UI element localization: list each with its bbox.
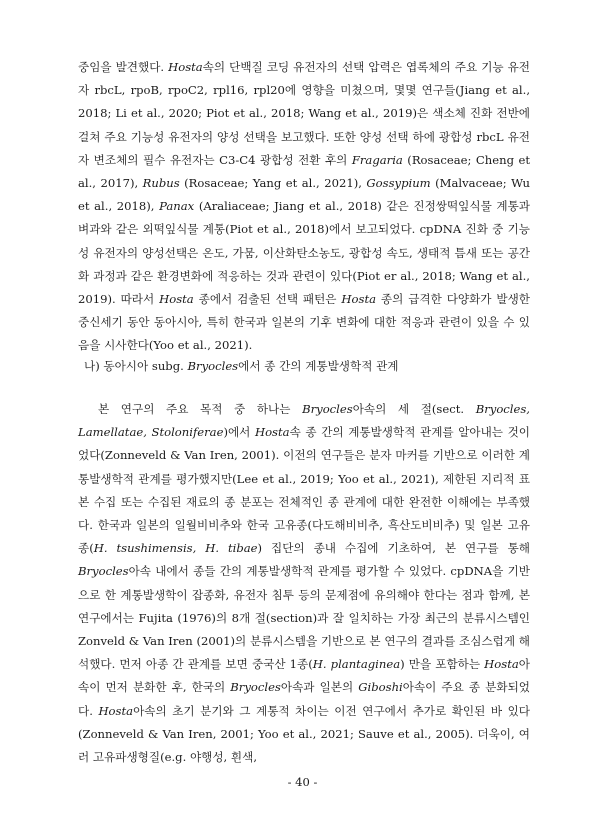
heading-text: 에서 종 간의 계통발생학적 관계 xyxy=(238,359,399,373)
italic-taxon: H. tsushimensis, H. tibae xyxy=(93,541,258,556)
text-span: 아속과 일본의 xyxy=(280,680,359,695)
text-span: 아속이 주요 종 분화되었다. xyxy=(78,680,530,718)
text-span: (Rosaceae; Cheng et al., 2017), xyxy=(78,152,530,191)
italic-taxon: Hosta xyxy=(98,703,134,718)
italic-taxon: Bryocles xyxy=(302,402,353,416)
paragraph-phylogeny xyxy=(78,398,530,769)
text-span: 종에서 검출된 선택 패턴은 xyxy=(193,292,342,307)
italic-taxon: Rubus xyxy=(142,176,180,191)
italic-taxon: Bryocles xyxy=(187,359,239,373)
paragraph-selection-pressure xyxy=(78,56,530,358)
italic-taxon: H. plantaginea xyxy=(312,657,401,672)
text-span: 종의 급격한 다양화가 발생한 중신세기 동안 동아시아, 특히 한국과 일본의 기후 변화에 대한 적응과 관련이 있을 수 있음을 시사한다(Yoo et al., 2021). xyxy=(78,292,531,353)
italic-taxon: Hosta xyxy=(484,657,519,672)
text-span: 아속의 세 절(sect. xyxy=(352,402,476,416)
text-span: 아속 내에서 종들 간의 계통발생학적 관계를 평가할 수 있었다. cpDNA을 기반으로 한 계통발생학이 잡종화, 유전자 침투 등의 문제점에 유의해야 한다는 점과 함께, 본 연구에서는 Fujita (1976)의 8개 절(section)과 잘 일치하는 가장 최근의 분류시스템인 Zonveld & Van Iren (2001)의 분류시스템을 기반으로 본 연구의 결과를 조심스럽게 해석했다. 먼저 아종 간 관계를 보면 중국산 1종( xyxy=(78,564,530,672)
italic-taxon: Giboshi xyxy=(358,680,403,695)
italic-taxon: Bryocles, Lamellatae, Stoloniferae xyxy=(78,402,530,440)
heading-text: 나) 동아시아 subg. xyxy=(84,359,188,373)
section-heading xyxy=(84,356,524,376)
page-number: - 40 - xyxy=(287,775,318,789)
text-span: ) 집단의 종내 수집에 기초하여, 본 연구를 통해 xyxy=(257,541,530,556)
italic-taxon: Hosta xyxy=(254,425,290,440)
italic-taxon: Panax xyxy=(159,199,195,214)
text-span: (Araliaceae; Jiang et al., 2018) 같은 진정쌍떡잎식물 계통과 벼과와 같은 외떡잎식물 계통(Piot et al., 2018)에서 보고되었다. cpDNA 진화 중 기능성 유전자의 양성선택은 온도, 가뭄, 이산화탄소농도, 광합성 속도, 생태적 틈새 또는 공간화 과정과 같은 환경변화에 적응하는 것과 관련이 있다(Piot er al., 2018; Wang et al., 2019). 따라서 xyxy=(78,199,530,307)
italic-taxon: Bryocles xyxy=(230,680,281,695)
italic-taxon: Hosta xyxy=(341,292,377,307)
italic-taxon: Bryocles xyxy=(78,564,129,579)
text-span: 아속의 초기 분기와 그 계통적 차이는 이전 연구에서 추가로 확인된 바 있다(Zonneveld & Van Iren, 2001; Yoo et al., 2021; Sauve et al., 2005). 더욱이, 여러 고유파생형질(e.g. 야행성, 흰색, xyxy=(78,703,531,765)
text-span: ) 만을 포함하는 xyxy=(400,657,485,672)
text-span: )에서 xyxy=(223,425,255,440)
italic-taxon: Hosta xyxy=(159,292,194,307)
text-span: (Rosaceae; Yang et al., 2021), xyxy=(179,176,367,191)
text-span: 본 연구의 주요 목적 중 하나는 xyxy=(98,402,303,416)
text-span: (Malvaceae; Wu et al., 2018), xyxy=(78,176,531,214)
text-span: 속 종 간의 계통발생학적 관계를 알아내는 것이었다(Zonneveld & Van Iren, 2001). 이전의 연구들은 분자 마커를 기반으로 이러한 계통발생학적 관계를 평가했지만(Lee et al., 2019; Yoo et al., 2021), 제한된 지리적 표본 수집 또는 수집된 재료의 종 분포는 전체적인 종 관계에 대한 완전한 이해에는 부족했다. 한국과 일본의 일월비비추와 한국 고유종(다도해비비추, 흑산도비비추) 및 일본 고유종( xyxy=(78,425,531,556)
text-span: 중임을 발견했다. xyxy=(78,60,169,74)
italic-taxon: Hosta xyxy=(168,60,203,74)
italic-taxon: Gossypium xyxy=(366,176,431,191)
text-span: 속의 단백질 코딩 유전자의 선택 압력은 엽록체의 주요 기능 유전자 rbcL, rpoB, rpoC2, rpl16, rpl20에 영향을 미쳤으며, 몇몇 연구들(Jiang et al., 2018; Li et al., 2020; Piot et al., 2018; Wang et al., 2019)은 색소체 진화 전반에 걸쳐 주요 기능성 유전자의 양성 선택을 보고했다. 또한 양성 선택 하에 광합성 rbcL 유전자 변조체의 필수 유전자는 C3-C4 광합성 전환 후의 xyxy=(78,60,530,167)
text-span: 아속이 먼저 분화한 후, 한국의 xyxy=(78,657,530,695)
italic-taxon: Fragaria xyxy=(351,152,403,167)
